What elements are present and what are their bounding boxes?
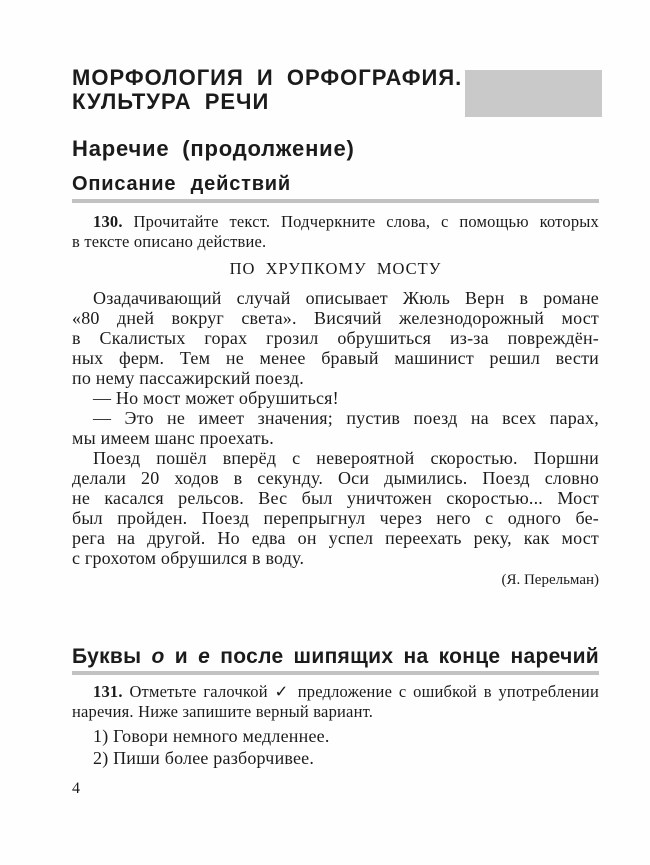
paragraph xyxy=(72,388,599,408)
paragraph xyxy=(72,408,599,448)
text-part: 1) Говори немного медленнее. xyxy=(93,726,330,746)
text-line xyxy=(72,348,599,368)
text-part: о xyxy=(151,645,165,668)
text-line xyxy=(72,408,599,428)
text-line xyxy=(72,448,599,468)
section-rule xyxy=(72,671,599,675)
paragraph xyxy=(72,212,599,252)
text-part: в тексте описано действие. xyxy=(72,232,267,251)
story-title: ПО ХРУПКОМУ МОСТУ xyxy=(229,259,442,278)
text-line xyxy=(72,702,599,722)
text-line xyxy=(72,682,599,702)
text-part: е xyxy=(198,645,211,668)
paragraph xyxy=(72,747,599,769)
text-line xyxy=(72,308,599,328)
text-line xyxy=(72,232,599,252)
exercise-130-instruction xyxy=(72,212,599,252)
text-part: Озадачивающий случай описывает Жюль Верн в романе xyxy=(93,288,599,308)
section-heading-letters-o-e xyxy=(72,645,599,669)
text-part: наречия. Ниже запишите верный вариант. xyxy=(72,702,374,721)
text-part: не касался рельсов. Вес был уничтожен скоростью... Мост xyxy=(72,488,599,508)
text-part: 2) Пиши более разборчивее. xyxy=(93,748,315,768)
paragraph xyxy=(72,725,599,747)
paragraph xyxy=(72,448,599,568)
text-line xyxy=(72,468,599,488)
text-part: Прочитайте текст. Подчеркните слова, с помощью которых xyxy=(133,212,600,231)
text-part: Буквы xyxy=(72,645,152,668)
text-line xyxy=(72,212,599,232)
text-part: — Но мост может обрушиться! xyxy=(93,388,339,408)
text-line xyxy=(72,488,599,508)
text-line xyxy=(72,548,599,568)
text-part: рега на другой. Но едва он успел переехать реку, как мост xyxy=(72,528,599,548)
text-part: в Скалистых горах грозил обрушиться из-за повреждён- xyxy=(72,328,599,348)
section-heading-description-of-actions: Описание действий xyxy=(72,173,291,195)
text-part: — Это не имеет значения; пустив поезд на всех парах, xyxy=(93,408,599,428)
paragraph xyxy=(72,682,599,722)
story-text xyxy=(72,288,599,568)
text-part: «80 дней вокруг света». Висячий железнодорожный мост xyxy=(72,308,599,328)
text-part: мы имеем шанс проехать. xyxy=(72,428,274,448)
text-part: был пройден. Поезд перепрыгнул через него с одного бе- xyxy=(72,508,599,528)
page-number: 4 xyxy=(72,780,80,797)
chapter-subtitle: Наречие (продолжение) xyxy=(72,136,355,161)
chapter-image-placeholder xyxy=(465,70,602,117)
text-part: ных ферм. Тем не менее бравый машинист решил вести xyxy=(72,348,599,368)
chapter-title-line2: КУЛЬТУРА РЕЧИ xyxy=(72,89,270,114)
text-part: и xyxy=(164,645,199,668)
text-part: по нему пассажирский поезд. xyxy=(72,368,304,388)
story-attribution: (Я. Перельман) xyxy=(501,572,599,588)
exercise-131-items xyxy=(72,725,599,769)
section-rule xyxy=(72,199,599,203)
text-line xyxy=(72,368,599,388)
text-part: Отметьте галочкой ✓ предложение с ошибкой в употреблении xyxy=(129,682,599,701)
text-line xyxy=(72,747,599,769)
chapter-title-line1: МОРФОЛОГИЯ И ОРФОГРАФИЯ. xyxy=(72,65,463,90)
exercise-131-instruction xyxy=(72,682,599,722)
text-line xyxy=(72,428,599,448)
text-part: 130. xyxy=(93,212,134,231)
text-line xyxy=(72,725,599,747)
text-line xyxy=(72,508,599,528)
paragraph xyxy=(72,288,599,388)
text-line xyxy=(72,528,599,548)
text-part: Поезд пошёл вперёд с невероятной скоростью. Поршни xyxy=(93,448,599,468)
text-part: 131. xyxy=(93,682,130,701)
text-part: после шипящих на конце наречий xyxy=(210,645,599,668)
text-line xyxy=(72,288,599,308)
text-line xyxy=(72,388,599,408)
text-part: с грохотом обрушился в воду. xyxy=(72,548,305,568)
text-line xyxy=(72,328,599,348)
text-part: делали 20 ходов в секунду. Оси дымились. Поезд словно xyxy=(72,468,599,488)
